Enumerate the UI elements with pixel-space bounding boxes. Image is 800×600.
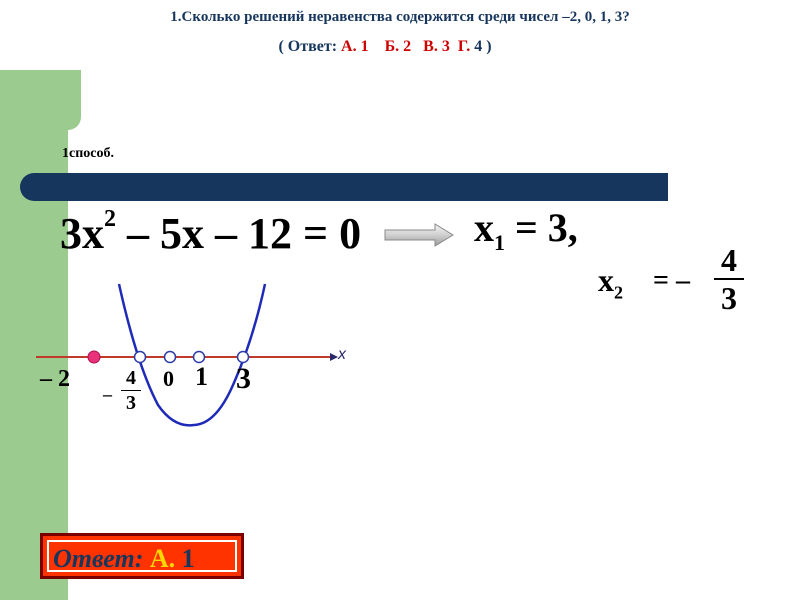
final-answer-box [40, 533, 244, 579]
option-a: А. 1 [341, 38, 369, 55]
answers-open: ( Ответ: [278, 38, 342, 55]
method-label: 1способ. [62, 146, 114, 161]
label-minus-2: – 2 [40, 366, 70, 392]
x1-base: x [474, 205, 494, 250]
point-minus-4-3 [135, 352, 146, 363]
label-frac-den: 3 [126, 392, 136, 414]
root-x1 [474, 204, 578, 256]
label-3: 3 [236, 362, 251, 395]
number-line-graph [0, 270, 360, 440]
label-1: 1 [195, 362, 208, 391]
label-minus-sign: – [103, 384, 112, 404]
final-answer-text [53, 544, 195, 574]
equation-exponent: 2 [104, 206, 116, 233]
final-answer-inner [47, 540, 237, 572]
quadratic-equation [60, 208, 361, 259]
point-minus-2 [88, 351, 100, 363]
point-1 [194, 352, 205, 363]
x1-rest: = 3, [505, 205, 578, 250]
final-answer-option: А. [149, 544, 176, 573]
answers-close: ) [486, 38, 492, 55]
option-c: В. 3 [423, 38, 450, 55]
x-axis-arrow [330, 353, 338, 361]
x2-sub: 2 [614, 282, 623, 303]
point-3 [238, 352, 249, 363]
label-fraction [121, 366, 141, 415]
question-title: 1.Сколько решений неравенства содержится среди чисел –2, 0, 1, 3? [170, 9, 630, 25]
x2-equals: = – [653, 265, 690, 296]
option-d-label: Г. [457, 38, 471, 55]
equation-part2: – 5x – 12 = 0 [116, 209, 362, 258]
divider-bar [20, 173, 668, 201]
equation-part1: 3x [60, 209, 104, 258]
axis-label-x: x [338, 346, 346, 363]
answer-options [0, 38, 770, 56]
arrow-icon [383, 222, 455, 248]
final-answer-label: Ответ: [53, 544, 144, 573]
label-0: 0 [163, 366, 174, 391]
final-answer-value: 1 [181, 544, 195, 573]
root-x2 [598, 262, 623, 303]
x2-fraction [714, 242, 744, 316]
x2-base: x [598, 262, 614, 298]
decor-tab [68, 70, 81, 130]
x2-numerator: 4 [721, 242, 737, 278]
x1-sub: 1 [494, 230, 505, 255]
option-b: Б. 2 [384, 38, 412, 55]
point-0 [165, 352, 176, 363]
option-d-value: 4 [474, 38, 483, 55]
label-frac-num: 4 [126, 367, 136, 389]
x2-denominator: 3 [721, 280, 737, 316]
